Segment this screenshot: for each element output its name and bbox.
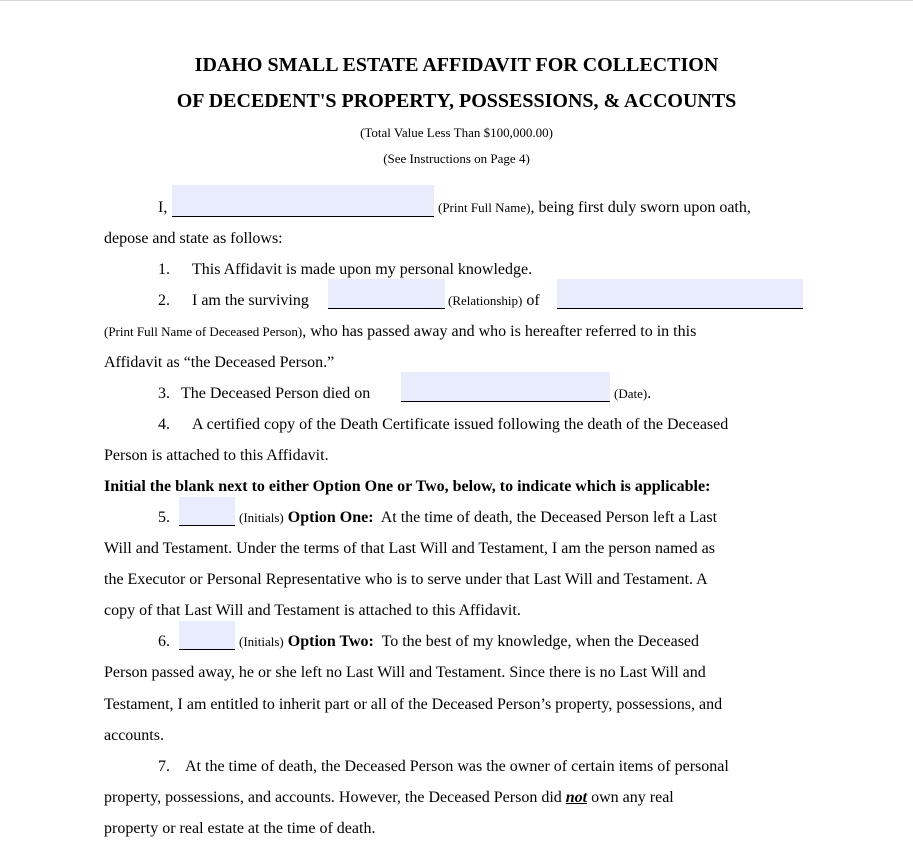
- item-7-text-2a: property, possessions, and accounts. However, the Deceased Person did: [104, 789, 562, 806]
- item-7-line-1: At the time of death, the Deceased Person was the owner of certain items of personal: [185, 758, 729, 775]
- option-two-initials-field[interactable]: [179, 621, 235, 650]
- option-one-text-1: At the time of death, the Deceased Person left a Last: [380, 509, 718, 526]
- option-one-initials-field[interactable]: [179, 497, 235, 526]
- item-5-line-4: copy of that Last Will and Testament is attached to this Affidavit.: [104, 602, 521, 619]
- item-6-number: 6.: [158, 633, 170, 650]
- item-4-number: 4.: [158, 416, 170, 433]
- intro-line: [438, 198, 751, 218]
- item-5-line-3: the Executor or Personal Representative who is to serve under that Last Will and Testament. A: [104, 571, 708, 588]
- depose-text: depose and state as follows:: [104, 230, 283, 247]
- item-2-text-b: , who has passed away and who is hereafter referred to in this: [302, 323, 697, 340]
- full-name-hint: (Print Full Name): [438, 200, 531, 215]
- item-1-number: 1.: [158, 261, 170, 278]
- item-6-line-2: Person passed away, he or she left no Last Will and Testament. Since there is no Last Will and: [104, 664, 706, 681]
- deceased-name-hint: (Print Full Name of Deceased Person): [104, 324, 303, 339]
- item-5-number: 5.: [158, 509, 170, 526]
- death-date-field[interactable]: [401, 372, 610, 402]
- item-7-number: 7.: [158, 758, 170, 775]
- item-2-text-a: I am the surviving: [192, 292, 309, 309]
- date-hint: (Date): [614, 386, 648, 401]
- subtitle-value-limit: (Total Value Less Than $100,000.00): [360, 125, 553, 140]
- top-border: [0, 0, 913, 1]
- item-2-of: of: [526, 292, 540, 309]
- item-3-end: [614, 384, 651, 404]
- option-two-text-1: To the best of my knowledge, when the Deceased: [381, 633, 700, 650]
- item-4-line-2: Person is attached to this Affidavit.: [104, 447, 329, 464]
- option-one-label: Option One:: [287, 509, 374, 526]
- i-label: I,: [158, 199, 168, 216]
- item-5-line-1: [239, 508, 717, 528]
- relationship-hint: (Relationship): [448, 293, 523, 308]
- title-line-2: OF DECEDENT'S PROPERTY, POSSESSIONS, & ACCOUNTS: [176, 90, 737, 112]
- item-3-number: 3.: [158, 385, 170, 402]
- item-2-line-3: Affidavit as “the Deceased Person.”: [104, 354, 335, 371]
- item-7-text-2b: own any real: [591, 789, 674, 806]
- sworn-text: , being first duly sworn upon oath,: [530, 199, 751, 216]
- item-3-period: .: [647, 385, 652, 402]
- item-4-line-1: A certified copy of the Death Certificate issued following the death of the Deceased: [192, 416, 729, 433]
- item-5-line-2: Will and Testament. Under the terms of that Last Will and Testament, I am the person named as: [104, 540, 715, 557]
- title-line-1: IDAHO SMALL ESTATE AFFIDAVIT FOR COLLECTION: [194, 54, 719, 76]
- item-2-number: 2.: [158, 292, 170, 309]
- option-two-label: Option Two:: [287, 633, 374, 650]
- option-two-initials-hint: (Initials): [239, 634, 284, 649]
- relationship-field[interactable]: [328, 279, 445, 309]
- not-emphasis: not: [565, 789, 588, 806]
- option-instruction: Initial the blank next to either Option One or Two, below, to indicate which is applicable:: [104, 478, 711, 495]
- item-6-line-4: accounts.: [104, 727, 164, 744]
- option-one-initials-hint: (Initials): [239, 510, 284, 525]
- item-2-line-2: [104, 322, 696, 342]
- item-6-line-1: [239, 632, 699, 652]
- full-name-field[interactable]: [172, 185, 434, 217]
- deceased-name-field[interactable]: [557, 279, 803, 309]
- item-2-mid: [448, 291, 540, 311]
- item-6-line-3: Testament, I am entitled to inherit part or all of the Deceased Person’s property, possessions, and: [104, 696, 723, 713]
- item-7-line-3: property or real estate at the time of death.: [104, 820, 376, 837]
- item-3-text: The Deceased Person died on: [181, 385, 371, 402]
- item-7-line-2: [104, 788, 674, 808]
- subtitle-instructions: (See Instructions on Page 4): [383, 151, 530, 166]
- item-1-text: This Affidavit is made upon my personal knowledge.: [192, 261, 533, 278]
